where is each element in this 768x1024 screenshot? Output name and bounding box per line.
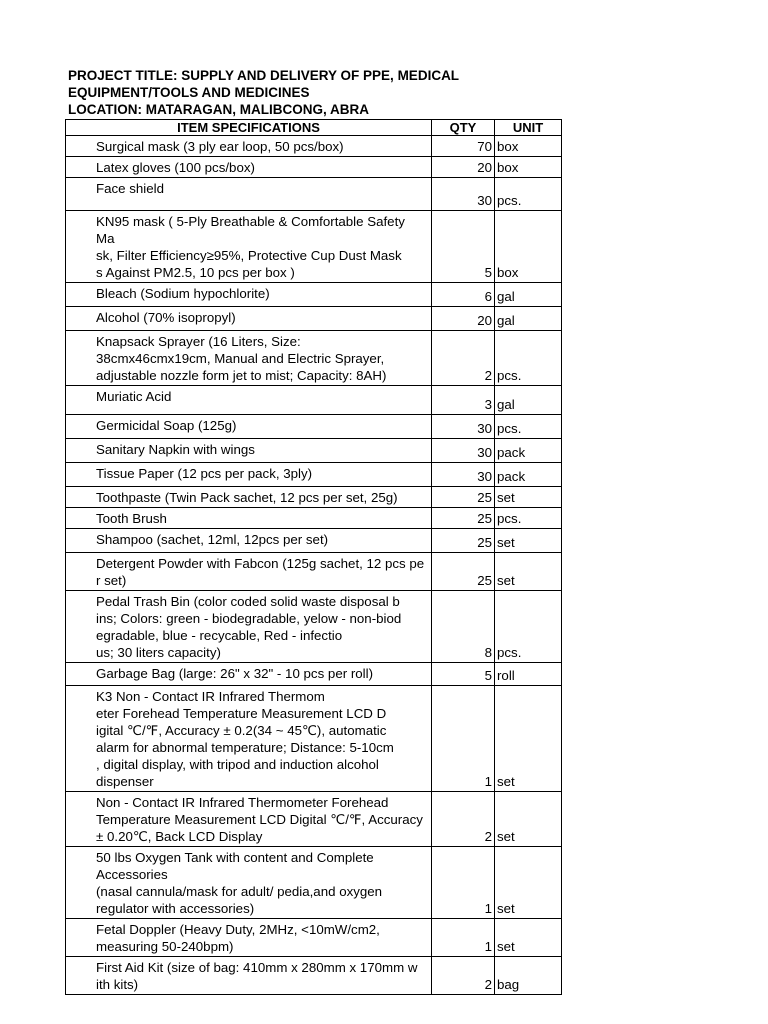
qty-cell: [432, 178, 495, 211]
unit-value: box: [497, 265, 519, 280]
unit-value: box: [497, 160, 519, 175]
qty-cell: [432, 487, 495, 508]
qty-cell: [432, 508, 495, 529]
unit-value: set: [497, 774, 515, 789]
table-row: [66, 136, 562, 157]
unit-value: pcs.: [497, 193, 522, 208]
qty-cell: [432, 919, 495, 957]
table-row: [66, 463, 562, 487]
item-specification-cell: [66, 553, 432, 591]
qty-cell: [432, 439, 495, 463]
item-specification-cell: [66, 957, 432, 995]
qty-cell: [432, 686, 495, 792]
table-row: [66, 591, 562, 663]
table-row: [66, 529, 562, 553]
item-specification-cell: [66, 919, 432, 957]
table-row: [66, 307, 562, 331]
unit-value: set: [497, 535, 515, 550]
unit-value: pcs.: [497, 421, 522, 436]
item-specification-cell: [66, 847, 432, 919]
qty-cell: [432, 307, 495, 331]
qty-value: 20: [477, 160, 492, 175]
qty-cell: [432, 157, 495, 178]
table-row: [66, 919, 562, 957]
item-specification-text: Bleach (Sodium hypochlorite): [96, 286, 270, 301]
unit-cell: [495, 439, 562, 463]
item-specification-text: Pedal Trash Bin (color coded solid waste disposal b ins; Colors: green - biodegradable, yelow - non-biod egradable, blue - recycable, Red - infectio us; 30 liters capacity): [96, 594, 402, 660]
item-specification-cell: [66, 439, 432, 463]
project-title-line-1: PROJECT TITLE: SUPPLY AND DELIVERY OF PPE, MEDICAL: [68, 68, 460, 83]
item-specification-text: Fetal Doppler (Heavy Duty, 2MHz, <10mW/cm2, measuring 50-240bpm): [96, 922, 380, 954]
item-specification-text: Germicidal Soap (125g): [96, 418, 237, 433]
column-header-item-specifications: ITEM SPECIFICATIONS: [66, 120, 432, 136]
item-specification-text: Garbage Bag (large: 26" x 32" - 10 pcs per roll): [96, 666, 373, 681]
table-row: [66, 211, 562, 283]
unit-value: box: [497, 139, 519, 154]
unit-cell: [495, 136, 562, 157]
qty-value: 30: [477, 445, 492, 460]
unit-cell: [495, 663, 562, 686]
qty-cell: [432, 957, 495, 995]
item-specification-text: Knapsack Sprayer (16 Liters, Size: 38cmx46cmx19cm, Manual and Electric Sprayer, adjustable nozzle form jet to mist; Capacity: 8AH): [96, 334, 387, 383]
unit-cell: [495, 386, 562, 415]
unit-value: pcs.: [497, 368, 522, 383]
unit-cell: [495, 508, 562, 529]
unit-cell: [495, 919, 562, 957]
item-specification-cell: [66, 686, 432, 792]
unit-cell: [495, 591, 562, 663]
unit-cell: [495, 283, 562, 307]
unit-value: bag: [497, 977, 520, 992]
column-header-unit: UNIT: [495, 120, 562, 136]
unit-value: pack: [497, 445, 526, 460]
qty-cell: [432, 792, 495, 847]
item-specification-cell: [66, 136, 432, 157]
item-specification-cell: [66, 529, 432, 553]
qty-cell: [432, 463, 495, 487]
unit-value: set: [497, 939, 515, 954]
item-specification-cell: [66, 386, 432, 415]
qty-value: 5: [484, 668, 492, 683]
item-specification-text: K3 Non - Contact IR Infrared Thermom eter Forehead Temperature Measurement LCD D igital ℃/℉, Accuracy ± 0.2(34 ~ 45℃), automatic alarm for abnormal temperature; Distance: 5-10cm , digital display, with tripod and induction alcohol dispenser: [96, 689, 394, 789]
item-specification-cell: [66, 283, 432, 307]
qty-cell: [432, 331, 495, 386]
table-row: [66, 415, 562, 439]
qty-value: 30: [477, 469, 492, 484]
qty-cell: [432, 529, 495, 553]
unit-cell: [495, 211, 562, 283]
item-specification-cell: [66, 508, 432, 529]
item-specification-text: Latex gloves (100 pcs/box): [96, 160, 255, 175]
table-row: [66, 663, 562, 686]
item-specification-cell: [66, 663, 432, 686]
item-specification-cell: [66, 331, 432, 386]
qty-cell: [432, 415, 495, 439]
table-row: [66, 792, 562, 847]
unit-value: set: [497, 573, 515, 588]
unit-cell: [495, 157, 562, 178]
item-specification-cell: [66, 211, 432, 283]
qty-value: 6: [484, 289, 492, 304]
item-specification-text: Toothpaste (Twin Pack sachet, 12 pcs per set, 25g): [96, 490, 398, 505]
unit-value: gal: [497, 313, 515, 328]
table-row: [66, 957, 562, 995]
unit-cell: [495, 415, 562, 439]
unit-cell: [495, 331, 562, 386]
location-line: LOCATION: MATARAGAN, MALIBCONG, ABRA: [68, 102, 369, 117]
unit-value: roll: [497, 668, 515, 683]
unit-cell: [495, 463, 562, 487]
unit-cell: [495, 529, 562, 553]
item-specification-cell: [66, 591, 432, 663]
qty-value: 2: [484, 977, 492, 992]
item-specification-text: First Aid Kit (size of bag: 410mm x 280mm x 170mm w ith kits): [96, 960, 418, 992]
qty-value: 8: [484, 645, 492, 660]
unit-value: gal: [497, 289, 515, 304]
document-header: [68, 67, 459, 118]
qty-cell: [432, 136, 495, 157]
qty-value: 20: [477, 313, 492, 328]
unit-cell: [495, 307, 562, 331]
qty-value: 25: [477, 573, 492, 588]
item-specification-text: Muriatic Acid: [96, 389, 172, 404]
item-specification-text: Face shield: [96, 181, 164, 196]
qty-value: 25: [477, 511, 492, 526]
table-row: [66, 487, 562, 508]
qty-value: 3: [484, 397, 492, 412]
qty-value: 5: [484, 265, 492, 280]
item-specification-cell: [66, 415, 432, 439]
table-row: [66, 157, 562, 178]
table-row: [66, 178, 562, 211]
unit-value: pack: [497, 469, 526, 484]
item-specification-text: Surgical mask (3 ply ear loop, 50 pcs/box): [96, 139, 344, 154]
item-specification-cell: [66, 307, 432, 331]
qty-cell: [432, 847, 495, 919]
qty-value: 25: [477, 490, 492, 505]
qty-cell: [432, 283, 495, 307]
item-specification-cell: [66, 487, 432, 508]
qty-value: 1: [484, 901, 492, 916]
item-specification-text: KN95 mask ( 5-Ply Breathable & Comfortable Safety Ma sk, Filter Efficiency≥95%, Protective Cup Dust Mask s Against PM2.5, 10 pcs per box ): [96, 214, 405, 280]
qty-cell: [432, 663, 495, 686]
unit-cell: [495, 792, 562, 847]
unit-cell: [495, 957, 562, 995]
unit-cell: [495, 487, 562, 508]
unit-cell: [495, 847, 562, 919]
unit-value: gal: [497, 397, 515, 412]
table-header-row: [66, 120, 562, 136]
table-row: [66, 553, 562, 591]
item-specification-cell: [66, 157, 432, 178]
table-row: [66, 508, 562, 529]
table-row: [66, 439, 562, 463]
item-specification-cell: [66, 463, 432, 487]
qty-cell: [432, 553, 495, 591]
item-specification-text: Shampoo (sachet, 12ml, 12pcs per set): [96, 532, 329, 547]
qty-cell: [432, 211, 495, 283]
unit-cell: [495, 553, 562, 591]
qty-value: 25: [477, 535, 492, 550]
qty-value: 1: [484, 939, 492, 954]
unit-value: set: [497, 829, 515, 844]
unit-cell: [495, 178, 562, 211]
qty-value: 30: [477, 193, 492, 208]
table-row: [66, 331, 562, 386]
item-specification-text: Detergent Powder with Fabcon (125g sachet, 12 pcs pe r set): [96, 556, 425, 588]
table-row: [66, 283, 562, 307]
column-header-qty: QTY: [432, 120, 495, 136]
qty-value: 2: [484, 829, 492, 844]
qty-value: 2: [484, 368, 492, 383]
unit-value: set: [497, 901, 515, 916]
unit-value: set: [497, 490, 515, 505]
item-specification-text: Tooth Brush: [96, 511, 167, 526]
unit-value: pcs.: [497, 645, 522, 660]
project-title-line-2: EQUIPMENT/TOOLS AND MEDICINES: [68, 85, 310, 100]
item-specification-cell: [66, 178, 432, 211]
qty-value: 30: [477, 421, 492, 436]
item-specification-text: Tissue Paper (12 pcs per pack, 3ply): [96, 466, 313, 481]
qty-cell: [432, 591, 495, 663]
qty-cell: [432, 386, 495, 415]
table-row: [66, 686, 562, 792]
table-row: [66, 386, 562, 415]
table-row: [66, 847, 562, 919]
qty-value: 70: [477, 139, 492, 154]
item-specification-text: Alcohol (70% isopropyl): [96, 310, 236, 325]
item-specification-text: 50 lbs Oxygen Tank with content and Complete Accessories (nasal cannula/mask for adult/ pedia,and oxygen regulator with accessories): [96, 850, 383, 916]
item-specification-text: Sanitary Napkin with wings: [96, 442, 255, 457]
unit-cell: [495, 686, 562, 792]
unit-value: pcs.: [497, 511, 522, 526]
item-specification-cell: [66, 792, 432, 847]
qty-value: 1: [484, 774, 492, 789]
item-specifications-table: [65, 119, 562, 995]
item-specification-text: Non - Contact IR Infrared Thermometer Forehead Temperature Measurement LCD Digital ℃/℉, Accuracy ± 0.20℃, Back LCD Display: [96, 795, 423, 844]
